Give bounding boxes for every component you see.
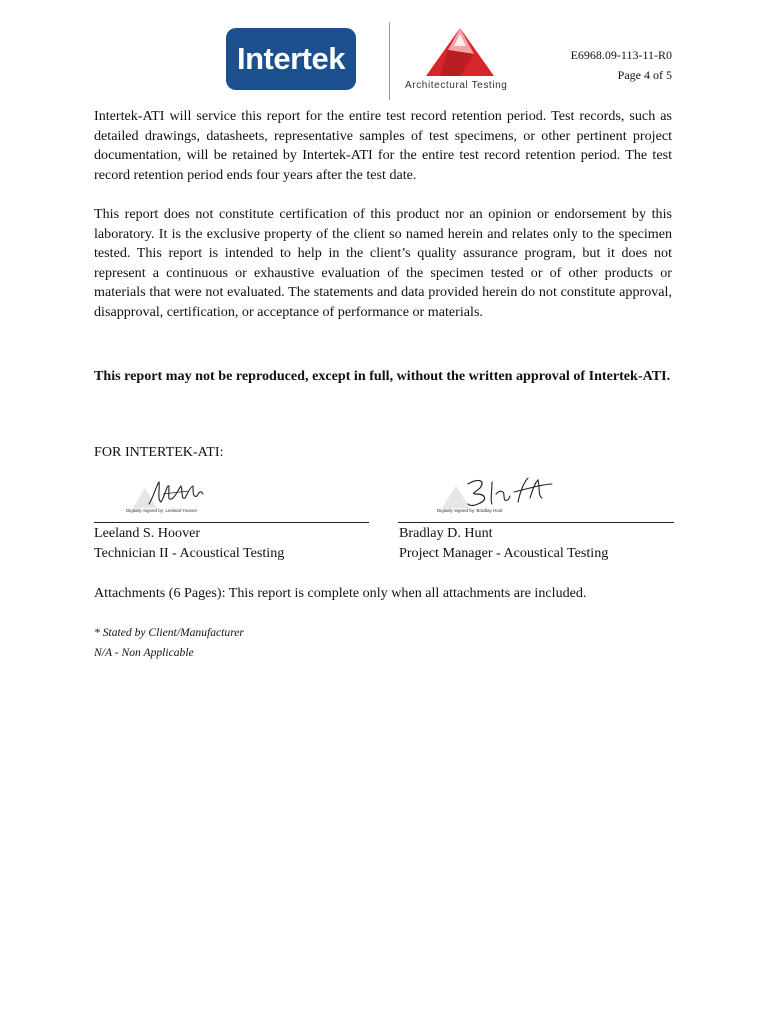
intertek-logo bbox=[226, 28, 356, 90]
intertek-logo-text: Intertek bbox=[237, 41, 345, 76]
ati-triangle-logo-icon bbox=[420, 26, 500, 78]
reproduction-notice: This report may not be reproduced, except in full, without the written approval of Intertek-ATI. bbox=[94, 368, 671, 384]
signer-title-hunt: Project Manager - Acoustical Testing bbox=[399, 545, 609, 561]
digital-signature-note-hoover: Digitally Signed by: Leeland Hoover bbox=[126, 508, 198, 513]
ati-logo-text: Architectural Testing bbox=[405, 80, 508, 91]
signature-line-hoover bbox=[94, 522, 369, 523]
digital-signature-note-hunt: Digitally Signed by: Bradlay Hunt bbox=[437, 508, 503, 513]
signer-title-hoover: Technician II - Acoustical Testing bbox=[94, 545, 285, 561]
header-divider bbox=[389, 22, 390, 100]
signer-name-hunt: Bradlay D. Hunt bbox=[399, 525, 493, 541]
signature-line-hunt bbox=[398, 522, 674, 523]
page-number: Page 4 of 5 bbox=[617, 68, 672, 82]
retention-paragraph: Intertek-ATI will service this report for the entire test record retention period. Test records, such as detailed drawings, datasheets, representative samples of test specimens, or other pertinent project documentation, will be retained by Intertek-ATI for the entire test record retention period. The test record retention period ends four years after the test date. bbox=[94, 108, 672, 183]
footnote-not-applicable: N/A - Non Applicable bbox=[94, 646, 194, 659]
report-id: E6968.09-113-11-R0 bbox=[570, 48, 672, 62]
for-intertek-label: FOR INTERTEK-ATI: bbox=[94, 444, 224, 460]
signer-name-hoover: Leeland S. Hoover bbox=[94, 525, 201, 541]
footnote-client-stated: * Stated by Client/Manufacturer bbox=[94, 626, 244, 639]
attachments-note: Attachments (6 Pages): This report is complete only when all attachments are included. bbox=[94, 585, 587, 601]
disclaimer-paragraph: This report does not constitute certification of this product nor an opinion or endorsement by this laboratory. It is the exclusive property of the client so named herein and relates only to the specimen tested. This report is intended to help in the client’s quality assurance program, but it does not represent a continuous or exhaustive evaluation of the specimen tested or of other products or materials that were not evaluated. The statements and data provided herein do not constitute approval, disapproval, certification, or acceptance of performance or materials. bbox=[94, 206, 672, 320]
